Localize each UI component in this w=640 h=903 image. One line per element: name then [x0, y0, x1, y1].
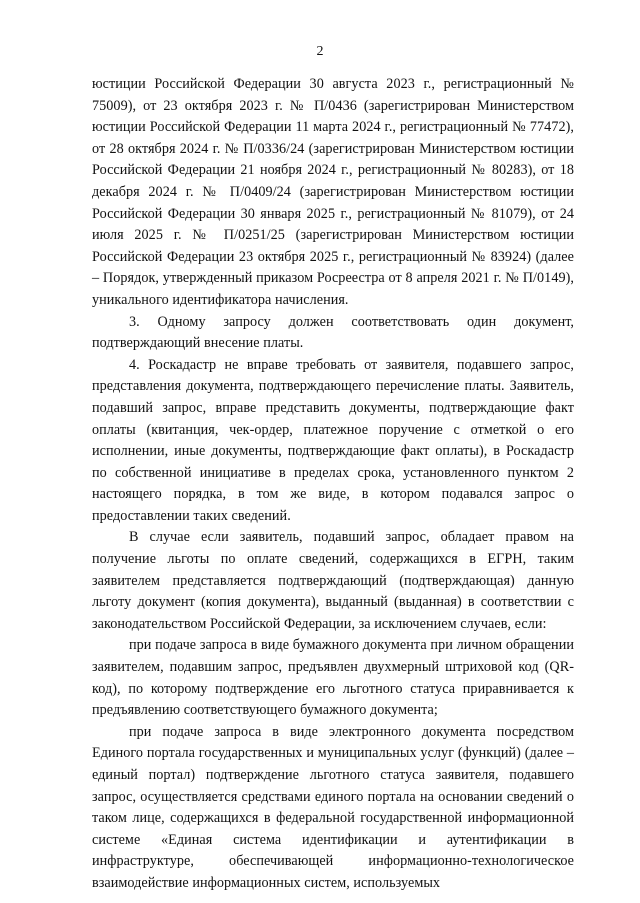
document-body: [92, 74, 574, 895]
paragraph-electronic-request: при подаче запроса в виде электронного документа посредством Единого портала государственных и муниципальных услуг (функций) (далее – единый портал) подтверждение льготного статуса заявителя, подавшего запрос, осуществляется средствами единого портала на основании сведений о таком лице, содержащихся в федеральной государственной информационной системе «Единая система идентификации и аутентификации в инфраструктуре, обеспечивающей информационно-технологическое взаимодействие информационных систем, используемых: [92, 723, 574, 891]
paragraph-paper-request: при подаче запроса в виде бумажного документа при личном обращении заявителем, подавшим запрос, предъявлен двухмерный штриховой код (QR-код), по которому подтверждение его льготного статуса приравнивается к предъявлению соответствующего бумажного документа;: [92, 637, 574, 719]
paragraph-continuation: юстиции Российской Федерации 30 августа 2023 г., регистрационный № 75009), от 23 октября 2023 г. № П/0436 (зарегистрирован Министерством юстиции Российской Федерации 11 марта 2024 г., регистрационный № 77472), от 28 октября 2024 г. № П/0336/24 (зарегистрирован Министерством юстиции Российской Федерации 21 ноября 2024 г., регистрационный № 80283), от 18 декабря 2024 г. № П/0409/24 (зарегистрирован Министерством юстиции Российской Федерации 30 января 2025 г., регистрационный № 81079), от 24 июля 2025 г. № П/0251/25 (зарегистрирован Министерством юстиции Российской Федерации 23 октября 2025 г., регистрационный № 83924) (далее – Порядок, утвержденный приказом Росреестра от 8 апреля 2021 г. № П/0149), уникального идентификатора начисления.: [92, 76, 574, 308]
paragraph-benefit-case: В случае если заявитель, подавший запрос, обладает правом на получение льготы по оплате сведений, содержащихся в ЕГРН, таким заявителем представляется подтверждающий (подтверждающая) данную льготу документ (копия документа), выданный (выданная) в соответствии с законодательством Российской Федерации, за исключением случаев, если:: [92, 529, 574, 632]
page-number: 2: [316, 44, 324, 59]
paragraph-item-4: 4. Роскадастр не вправе требовать от заявителя, подавшего запрос, представления документа, подтверждающего перечисление платы. Заявитель, подавший запрос, вправе представить документы, подтверждающие факт оплаты (квитанция, чек-ордер, платежное поручение с отметкой о его исполнении, иные документы, подтверждающие факт оплаты), в Роскадастр по собственной инициативе в пределах срока, установленного пунктом 2 настоящего порядка, в том же виде, в котором подавался запрос о предоставлении таких сведений.: [92, 356, 574, 524]
paragraph-item-3: 3. Одному запросу должен соответствовать один документ, подтверждающий внесение платы.: [92, 313, 574, 352]
